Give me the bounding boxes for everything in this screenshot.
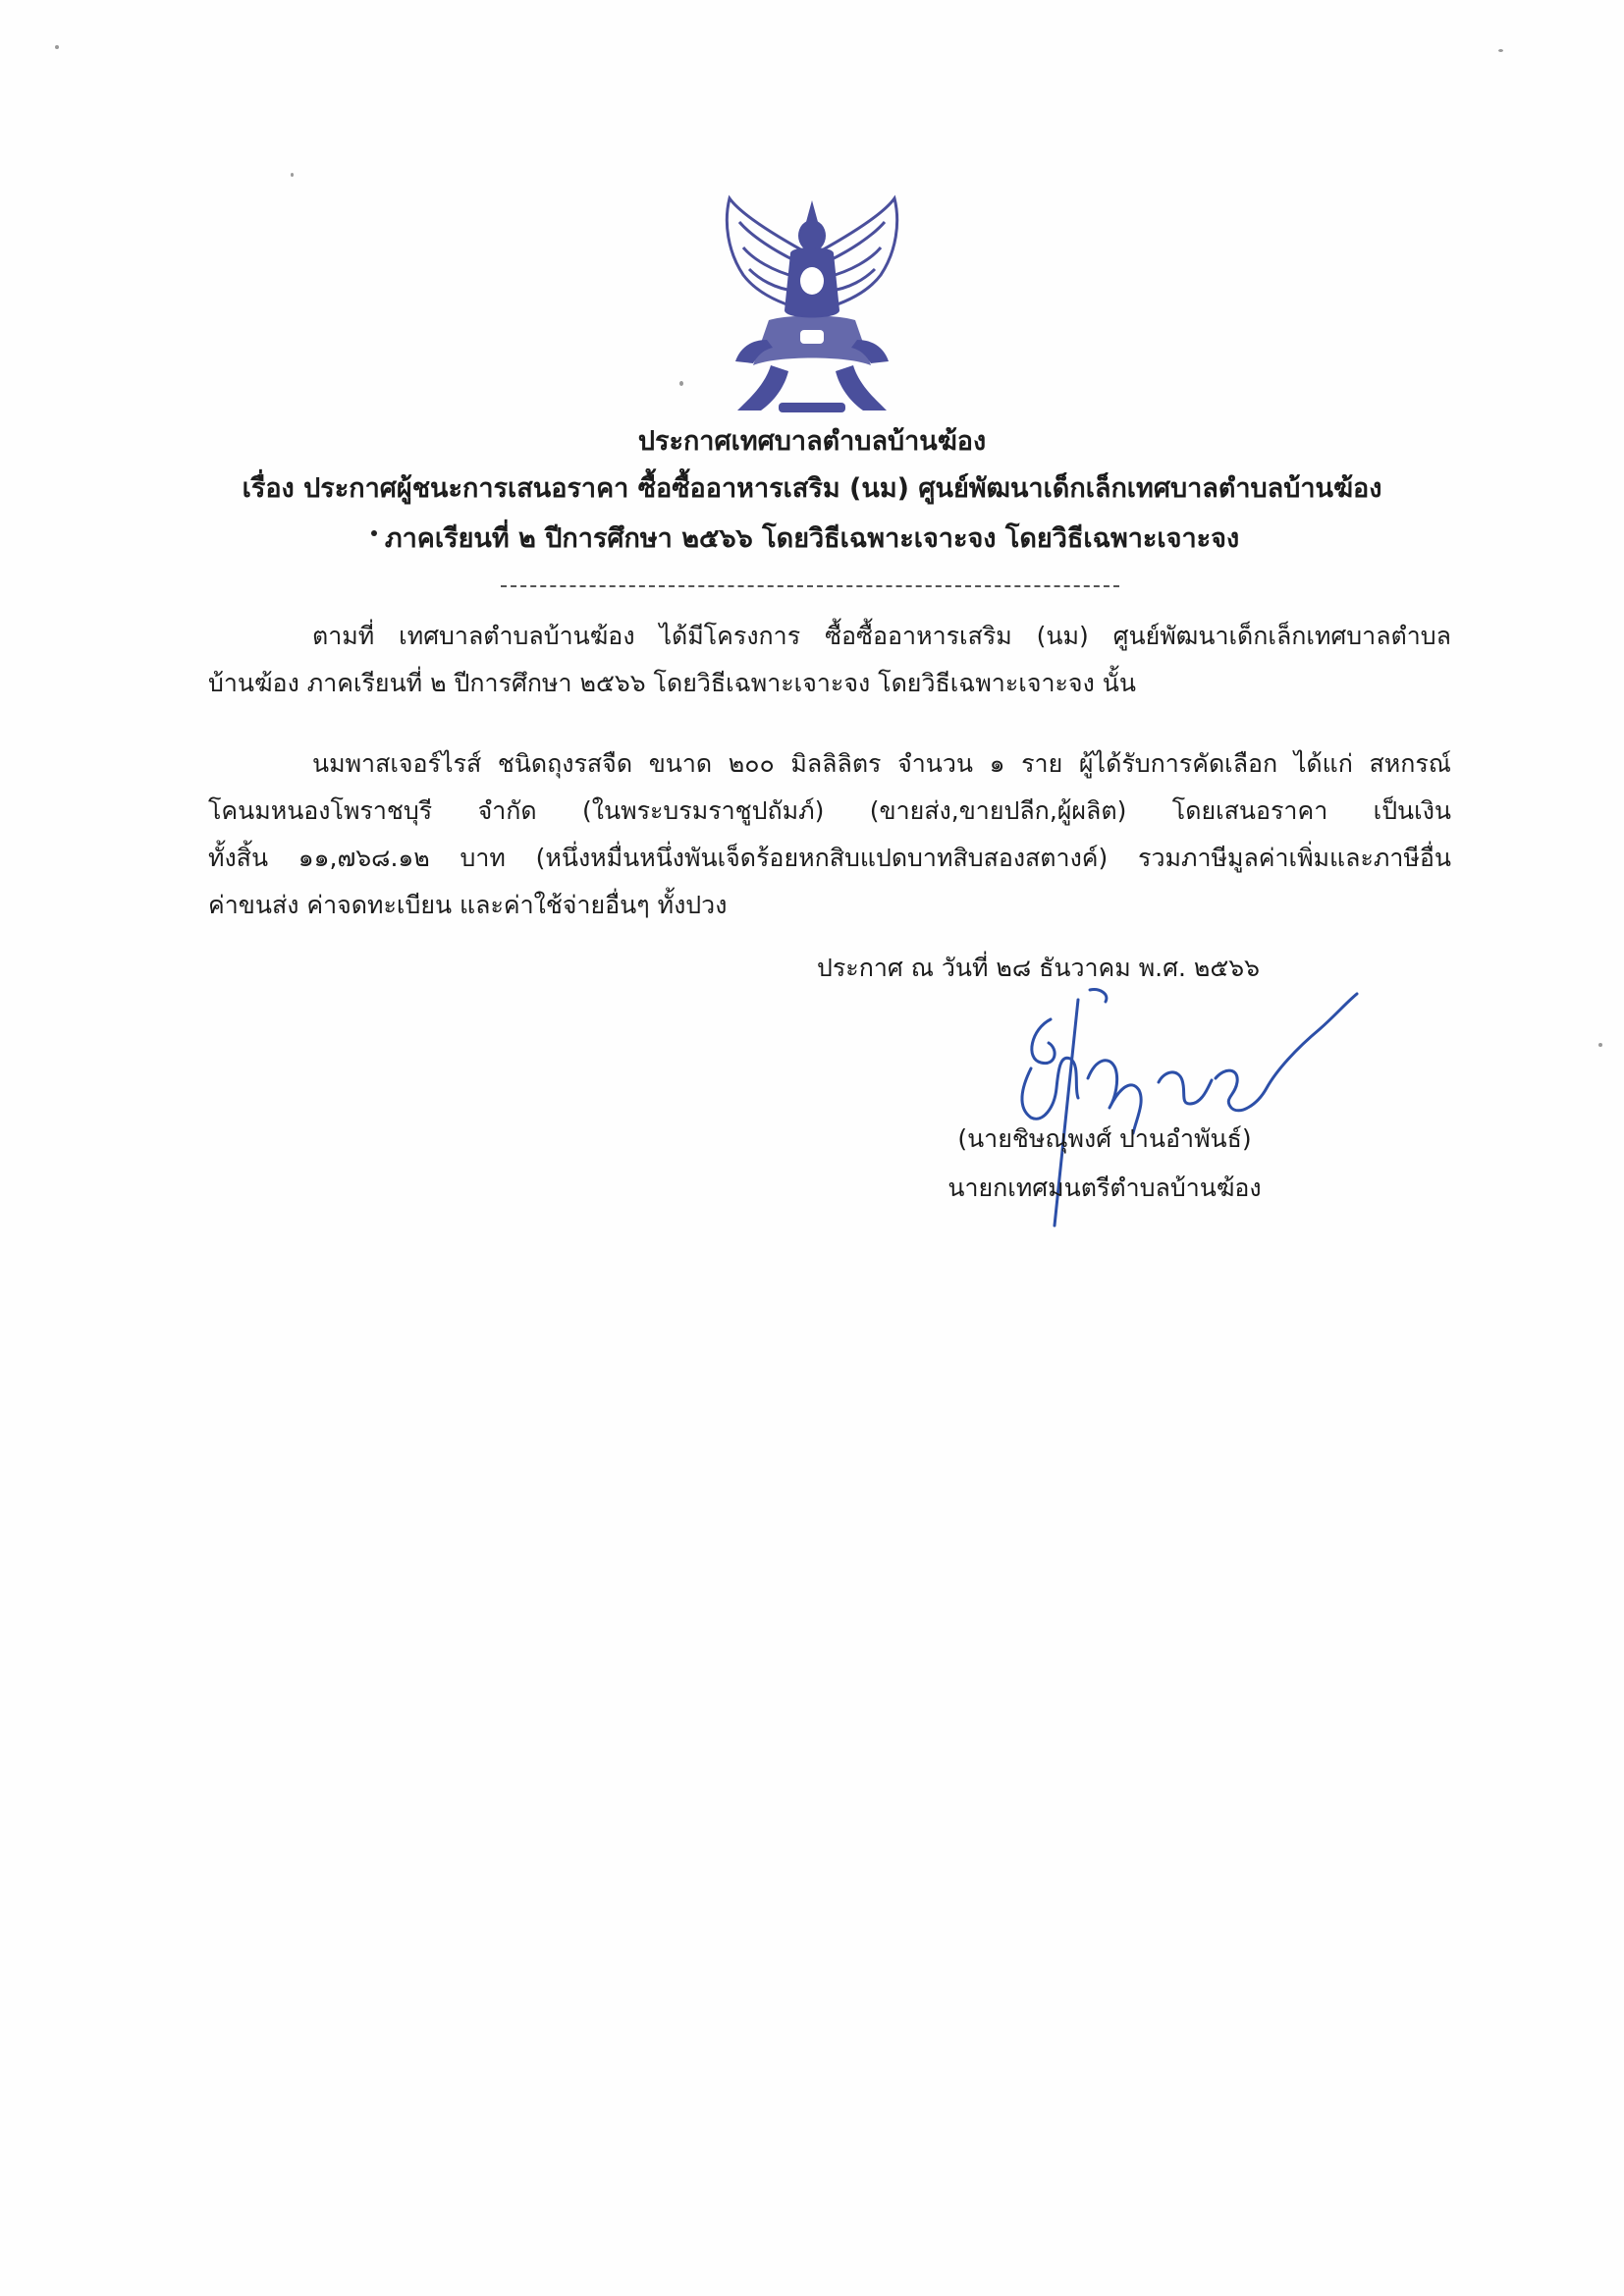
paragraph-2-line-3: ทั้งสิ้น ๑๑,๗๖๘.๑๒ บาท (หนึ่งหมื่นหนึ่งพันเจ็ดร้อยหกสิบแปดบาทสิบสองสตางค์) รวมภาษีมูลค่าเพิ่มและภาษีอื่น	[208, 844, 1451, 872]
signer-name: (นายชิษณุพงศ์ ปานอำพันธ์)	[957, 1124, 1252, 1153]
paragraph-1-line-2: บ้านฆ้อง ภาคเรียนที่ ๒ ปีการศึกษา ๒๕๖๖ โดยวิธีเฉพาะเจาะจง โดยวิธีเฉพาะเจาะจง นั้น	[208, 669, 1136, 697]
announcement-subject: เรื่อง ประกาศผู้ชนะการเสนอราคา ซื้อซื้ออาหารเสริม (นม) ศูนย์พัฒนาเด็กเล็กเทศบาลตำบลบ้านฆ้อง	[242, 473, 1382, 504]
scan-speck	[679, 381, 683, 386]
scan-speck	[1598, 1043, 1602, 1047]
announcement-title: ประกาศเทศบาลตำบลบ้านฆ้อง	[637, 426, 987, 457]
paragraph-2-line-4: ค่าขนส่ง ค่าจดทะเบียน และค่าใช้จ่ายอื่นๆ ทั้งปวง	[208, 891, 728, 919]
scan-speck	[55, 45, 59, 49]
announcement-date: ประกาศ ณ วันที่ ๒๘ ธันวาคม พ.ศ. ๒๕๖๖	[817, 954, 1261, 982]
scan-speck	[371, 530, 377, 536]
garuda-emblem-icon	[710, 192, 914, 422]
paragraph-2-line-1: นมพาสเจอร์ไรส์ ชนิดถุงรสจืด ขนาด ๒๐๐ มิลลิลิตร จำนวน ๑ ราย ผู้ได้รับการคัดเลือก ได้แก่ สหกรณ์	[312, 749, 1451, 778]
signer-position: นายกเทศมนตรีตำบลบ้านฆ้อง	[947, 1174, 1262, 1202]
paragraph-1-line-1: ตามที่ เทศบาลตำบลบ้านฆ้อง ได้มีโครงการ ซื้อซื้ออาหารเสริม (นม) ศูนย์พัฒนาเด็กเล็กเทศบาลตำบล	[312, 622, 1451, 650]
handwritten-signature	[972, 960, 1434, 1255]
scan-speck	[291, 173, 294, 177]
paragraph-2-line-2: โคนมหนองโพราชบุรี จำกัด (ในพระบรมราชูปถัมภ์) (ขายส่ง,ขายปลีก,ผู้ผลิต) โดยเสนอราคา เป็นเงิน	[208, 796, 1451, 825]
announcement-subject-continued: ภาคเรียนที่ ๒ ปีการศึกษา ๒๕๖๖ โดยวิธีเฉพาะเจาะจง โดยวิธีเฉพาะเจาะจง	[384, 523, 1240, 554]
scan-speck	[1498, 49, 1503, 52]
header-divider	[501, 585, 1119, 587]
